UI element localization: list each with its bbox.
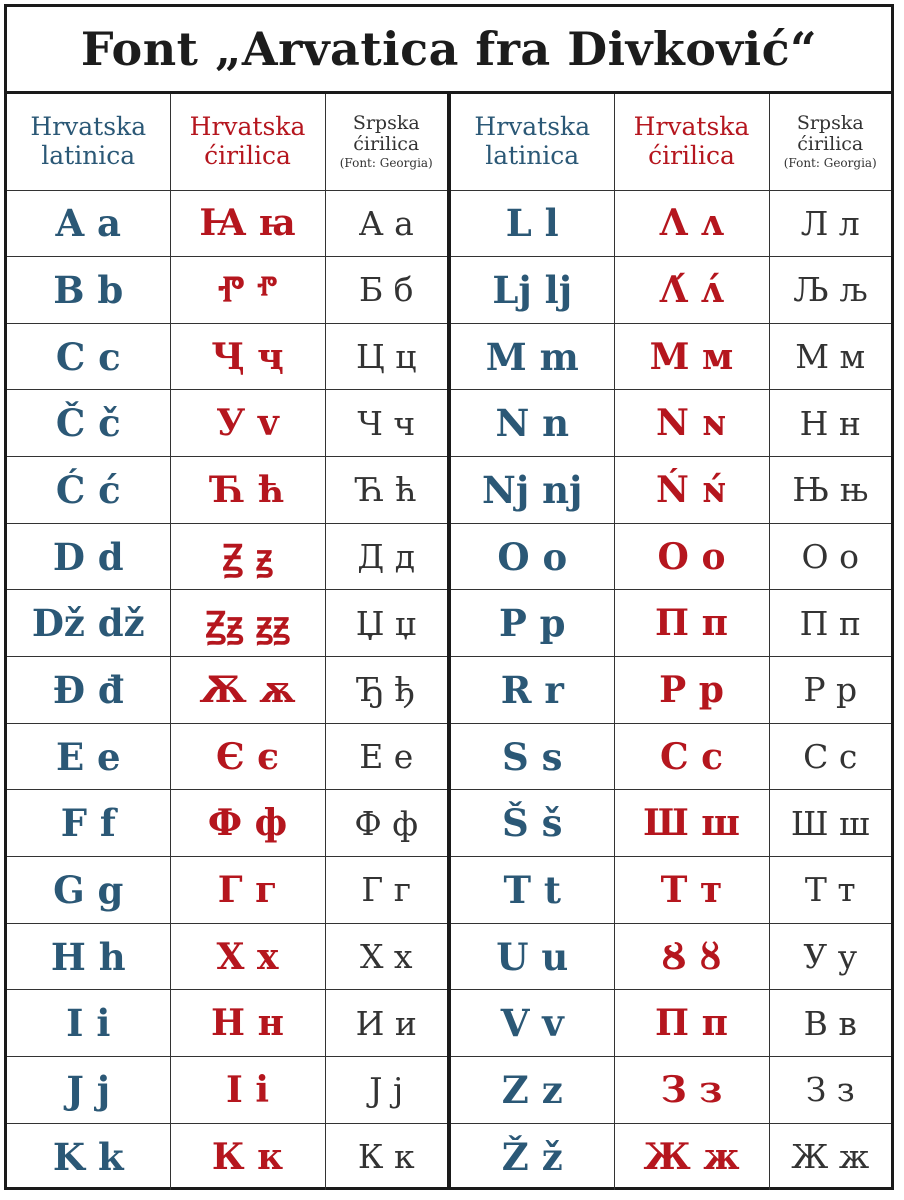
croatian-latin-cell: Đ đ [7, 657, 170, 724]
croatian-cyrillic-cell: N ɴ [614, 390, 769, 457]
letter-row [451, 990, 891, 1057]
croatian-latin-cell: V v [451, 990, 614, 1057]
croatian-latin-cell: R r [451, 657, 614, 724]
letter-row [7, 923, 447, 990]
croatian-cyrillic-cell: I i [170, 1057, 325, 1124]
letter-row [7, 190, 447, 257]
serbian-cyrillic-cell: З з [769, 1057, 891, 1124]
letter-row [451, 923, 891, 990]
right-table-container [451, 94, 891, 1190]
header-font-note: (Font: Georgia) [783, 156, 877, 171]
letter-row [451, 657, 891, 724]
header-croatian-cyrillic [614, 94, 769, 190]
serbian-cyrillic-cell: О о [769, 523, 891, 590]
serbian-cyrillic-cell: Ф ф [325, 790, 447, 857]
letter-row [451, 590, 891, 657]
croatian-latin-cell: Š š [451, 790, 614, 857]
croatian-cyrillic-cell: Р р [614, 657, 769, 724]
croatian-latin-cell: B b [7, 257, 170, 324]
croatian-latin-cell: M m [451, 323, 614, 390]
header-line: Srpska [352, 112, 420, 135]
croatian-latin-cell: Č č [7, 390, 170, 457]
croatian-cyrillic-cell: Х х [170, 923, 325, 990]
serbian-cyrillic-cell: Д д [325, 523, 447, 590]
croatian-latin-cell: U u [451, 923, 614, 990]
header-font-note: (Font: Georgia) [339, 156, 433, 171]
croatian-latin-cell: L l [451, 190, 614, 257]
serbian-cyrillic-cell: J j [325, 1057, 447, 1124]
croatian-latin-cell: C c [7, 323, 170, 390]
croatian-cyrillic-cell: Т т [614, 857, 769, 924]
croatian-cyrillic-cell: Λ́ ʌ́ [614, 257, 769, 324]
serbian-cyrillic-cell: Ђ ђ [325, 657, 447, 724]
serbian-cyrillic-cell: В в [769, 990, 891, 1057]
croatian-cyrillic-cell: Ф ф [170, 790, 325, 857]
letter-row [7, 790, 447, 857]
letter-row [7, 1057, 447, 1124]
croatian-latin-cell: Nj nj [451, 457, 614, 524]
letter-row [451, 457, 891, 524]
croatian-cyrillic-cell: М м [614, 323, 769, 390]
header-row [7, 94, 447, 190]
serbian-cyrillic-cell: Н н [769, 390, 891, 457]
croatian-latin-cell: T t [451, 857, 614, 924]
letter-row [7, 390, 447, 457]
serbian-cyrillic-cell: Г г [325, 857, 447, 924]
serbian-cyrillic-cell: Ш ш [769, 790, 891, 857]
croatian-cyrillic-cell: О о [614, 523, 769, 590]
letter-row [7, 857, 447, 924]
serbian-cyrillic-cell: Ц ц [325, 323, 447, 390]
right-table [451, 94, 891, 1190]
left-table [7, 94, 447, 1190]
letter-row [7, 257, 447, 324]
letter-row [451, 523, 891, 590]
letter-row [7, 990, 447, 1057]
croatian-cyrillic-cell: Є є [170, 723, 325, 790]
croatian-cyrillic-cell: Ҷ ҷ [170, 323, 325, 390]
croatian-latin-cell: G g [7, 857, 170, 924]
header-line: Hrvatska [633, 112, 750, 141]
letter-row [7, 323, 447, 390]
croatian-cyrillic-cell: Ń ɴ́ [614, 457, 769, 524]
serbian-cyrillic-cell: Џ џ [325, 590, 447, 657]
letter-row [451, 1123, 891, 1190]
croatian-latin-cell: J j [7, 1057, 170, 1124]
croatian-cyrillic-cell: Ѫ ѫ [170, 657, 325, 724]
page-title: Font „Arvatica fra Divković“ [7, 7, 891, 94]
croatian-cyrillic-cell: Ꙃꙃ ꙃꙃ [170, 590, 325, 657]
croatian-cyrillic-cell: Ꙃ ꙃ [170, 523, 325, 590]
letter-row [7, 457, 447, 524]
serbian-cyrillic-cell: А а [325, 190, 447, 257]
letter-row [451, 1057, 891, 1124]
croatian-latin-cell: Lj lj [451, 257, 614, 324]
letter-row [451, 257, 891, 324]
serbian-cyrillic-cell: С с [769, 723, 891, 790]
letter-row [7, 523, 447, 590]
croatian-cyrillic-cell: Ћ ћ [170, 457, 325, 524]
croatian-latin-cell: O o [451, 523, 614, 590]
croatian-cyrillic-cell: Ж ж [614, 1123, 769, 1190]
serbian-cyrillic-cell: Х х [325, 923, 447, 990]
croatian-cyrillic-cell: Г г [170, 857, 325, 924]
letter-row [451, 790, 891, 857]
header-line: ćirilica [797, 133, 864, 156]
croatian-latin-cell: Z z [451, 1057, 614, 1124]
header-serbian-cyrillic [325, 94, 447, 190]
header-croatian-latin [7, 94, 170, 190]
serbian-cyrillic-cell: У у [769, 923, 891, 990]
header-croatian-latin [451, 94, 614, 190]
croatian-cyrillic-cell: Ȣ ȣ [614, 923, 769, 990]
serbian-cyrillic-cell: И и [325, 990, 447, 1057]
serbian-cyrillic-cell: Е е [325, 723, 447, 790]
letter-row [7, 723, 447, 790]
serbian-cyrillic-cell: Њ њ [769, 457, 891, 524]
croatian-cyrillic-cell: Ꙗ ꙗ [170, 190, 325, 257]
croatian-cyrillic-cell: Н н [170, 990, 325, 1057]
croatian-latin-cell: Ć ć [7, 457, 170, 524]
croatian-cyrillic-cell: Ⱂ ⱂ [170, 257, 325, 324]
croatian-cyrillic-cell: З з [614, 1057, 769, 1124]
croatian-cyrillic-cell: К к [170, 1123, 325, 1190]
header-line: Hrvatska [30, 112, 147, 141]
header-line: ćirilica [648, 140, 735, 170]
serbian-cyrillic-cell: Р р [769, 657, 891, 724]
header-line: latinica [485, 140, 580, 170]
tables-area [7, 94, 891, 1190]
header-line: Srpska [796, 112, 864, 135]
header-serbian-cyrillic [769, 94, 891, 190]
croatian-cyrillic-cell: Ш ш [614, 790, 769, 857]
letter-row [7, 657, 447, 724]
croatian-cyrillic-cell: П п [614, 590, 769, 657]
croatian-latin-cell: H h [7, 923, 170, 990]
left-table-container [7, 94, 447, 1190]
croatian-cyrillic-cell: П п [614, 990, 769, 1057]
croatian-latin-cell: K k [7, 1123, 170, 1190]
serbian-cyrillic-cell: Ћ ћ [325, 457, 447, 524]
serbian-cyrillic-cell: М м [769, 323, 891, 390]
header-line: Hrvatska [474, 112, 591, 141]
header-line: Hrvatska [189, 112, 306, 141]
letter-row [7, 590, 447, 657]
right-table-body [451, 190, 891, 1190]
croatian-latin-cell: N n [451, 390, 614, 457]
serbian-cyrillic-cell: Ч ч [325, 390, 447, 457]
serbian-cyrillic-cell: К к [325, 1123, 447, 1190]
serbian-cyrillic-cell: Б б [325, 257, 447, 324]
croatian-cyrillic-cell: У ᴠ [170, 390, 325, 457]
croatian-cyrillic-cell: С с [614, 723, 769, 790]
croatian-latin-cell: P p [451, 590, 614, 657]
serbian-cyrillic-cell: П п [769, 590, 891, 657]
letter-row [451, 323, 891, 390]
croatian-cyrillic-cell: Λ ʌ [614, 190, 769, 257]
left-table-body [7, 190, 447, 1190]
letter-row [451, 390, 891, 457]
letter-row [451, 190, 891, 257]
letter-row [7, 1123, 447, 1190]
croatian-latin-cell: S s [451, 723, 614, 790]
croatian-latin-cell: Ž ž [451, 1123, 614, 1190]
header-line: latinica [41, 140, 136, 170]
croatian-latin-cell: E e [7, 723, 170, 790]
header-line: ćirilica [204, 140, 291, 170]
croatian-latin-cell: F f [7, 790, 170, 857]
croatian-latin-cell: I i [7, 990, 170, 1057]
serbian-cyrillic-cell: Љ љ [769, 257, 891, 324]
alphabet-chart [4, 4, 894, 1190]
header-row [451, 94, 891, 190]
serbian-cyrillic-cell: Л л [769, 190, 891, 257]
letter-row [451, 723, 891, 790]
letter-row [451, 857, 891, 924]
serbian-cyrillic-cell: Т т [769, 857, 891, 924]
serbian-cyrillic-cell: Ж ж [769, 1123, 891, 1190]
header-line: ćirilica [353, 133, 420, 156]
croatian-latin-cell: A a [7, 190, 170, 257]
header-croatian-cyrillic [170, 94, 325, 190]
croatian-latin-cell: Dž dž [7, 590, 170, 657]
croatian-latin-cell: D d [7, 523, 170, 590]
